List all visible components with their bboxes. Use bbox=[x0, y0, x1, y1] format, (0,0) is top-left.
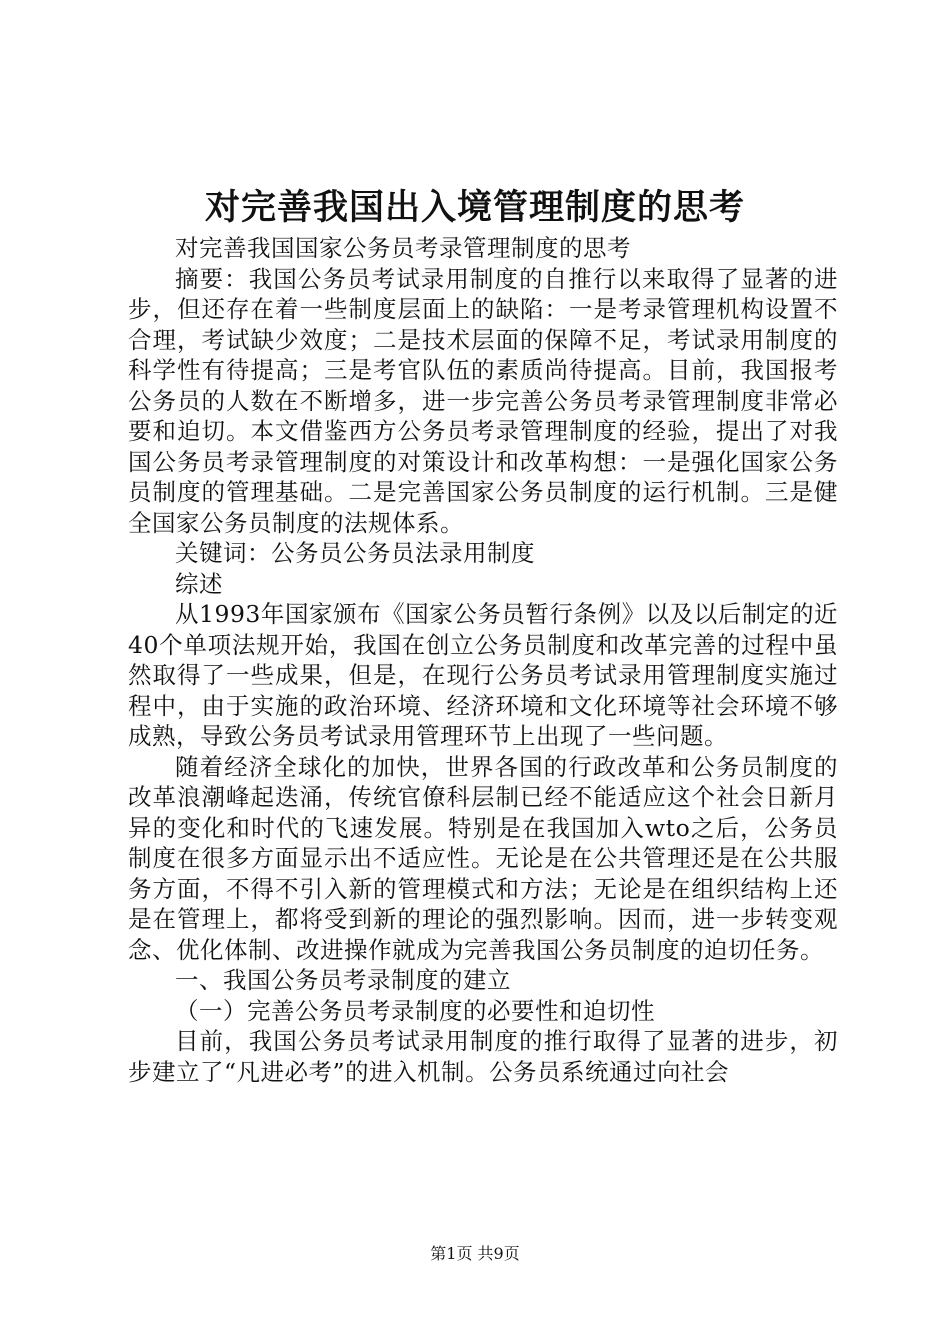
subtitle-paragraph: 对完善我国国家公务员考录管理制度的思考 bbox=[175, 234, 631, 262]
section-heading-1: 一、我国公务员考录制度的建立 bbox=[175, 966, 511, 994]
subsection-heading-1-1: （一）完善公务员考录制度的必要性和迫切性 bbox=[175, 996, 655, 1025]
body-paragraph: 随着经济全球化的加快，世界各国的行政改革和公务员制度的改革浪潮峰起迭涌，传统官僚科层制已经不能适应这个社会日新月异的变化和时代的飞速发展。特别是在我国加入wto之后，公务员制度在很多方面显示出不适应性。无论是在公共管理还是在公共服务方面，不得不引入新的管理模式和方法；无论是在组织结构上还是在管理上，都将受到新的理论的强烈影响。因而，进一步转变观念、优化体制、改进操作就成为完善我国公务员制度的迫切任务。 bbox=[128, 752, 838, 964]
page-number-footer: 第1页 共9页 bbox=[430, 1244, 520, 1263]
body-paragraph: 目前，我国公务员考试录用制度的推行取得了显著的进步，初步建立了“凡进必考”的进入机制。公务员系统通过向社会 bbox=[128, 1027, 838, 1086]
abstract-paragraph: 摘要：我国公务员考试录用制度的自推行以来取得了显著的进步，但还存在着一些制度层面上的缺陷：一是考录管理机构设置不合理，考试缺少效度；二是技术层面的保障不足，考试录用制度的科学性有待提高；三是考官队伍的素质尚待提高。目前，我国报考公务员的人数在不断增多，进一步完善公务员考录管理制度非常必要和迫切。本文借鉴西方公务员考录管理制度的经验，提出了对我国公务员考录管理制度的对策设计和改革构想：一是强化国家公务员制度的管理基础。二是完善国家公务员制度的运行机制。三是健全国家公务员制度的法规体系。 bbox=[128, 264, 838, 537]
section-heading-overview: 综述 bbox=[175, 569, 223, 598]
body-paragraph: 从1993年国家颁布《国家公务员暂行条例》以及以后制定的近40个单项法规开始，我国在创立公务员制度和改革完善的过程中虽然取得了一些成果，但是，在现行公务员考试录用管理制度实施过程中，由于实施的政治环境、经济环境和文化环境等社会环境不够成熟，导致公务员考试录用管理环节上出现了一些问题。 bbox=[128, 600, 838, 750]
document-title: 对完善我国出入境管理制度的思考 bbox=[204, 187, 745, 228]
document-body bbox=[128, 233, 838, 1087]
keywords-paragraph: 关键词：公务员公务员法录用制度 bbox=[175, 539, 535, 567]
